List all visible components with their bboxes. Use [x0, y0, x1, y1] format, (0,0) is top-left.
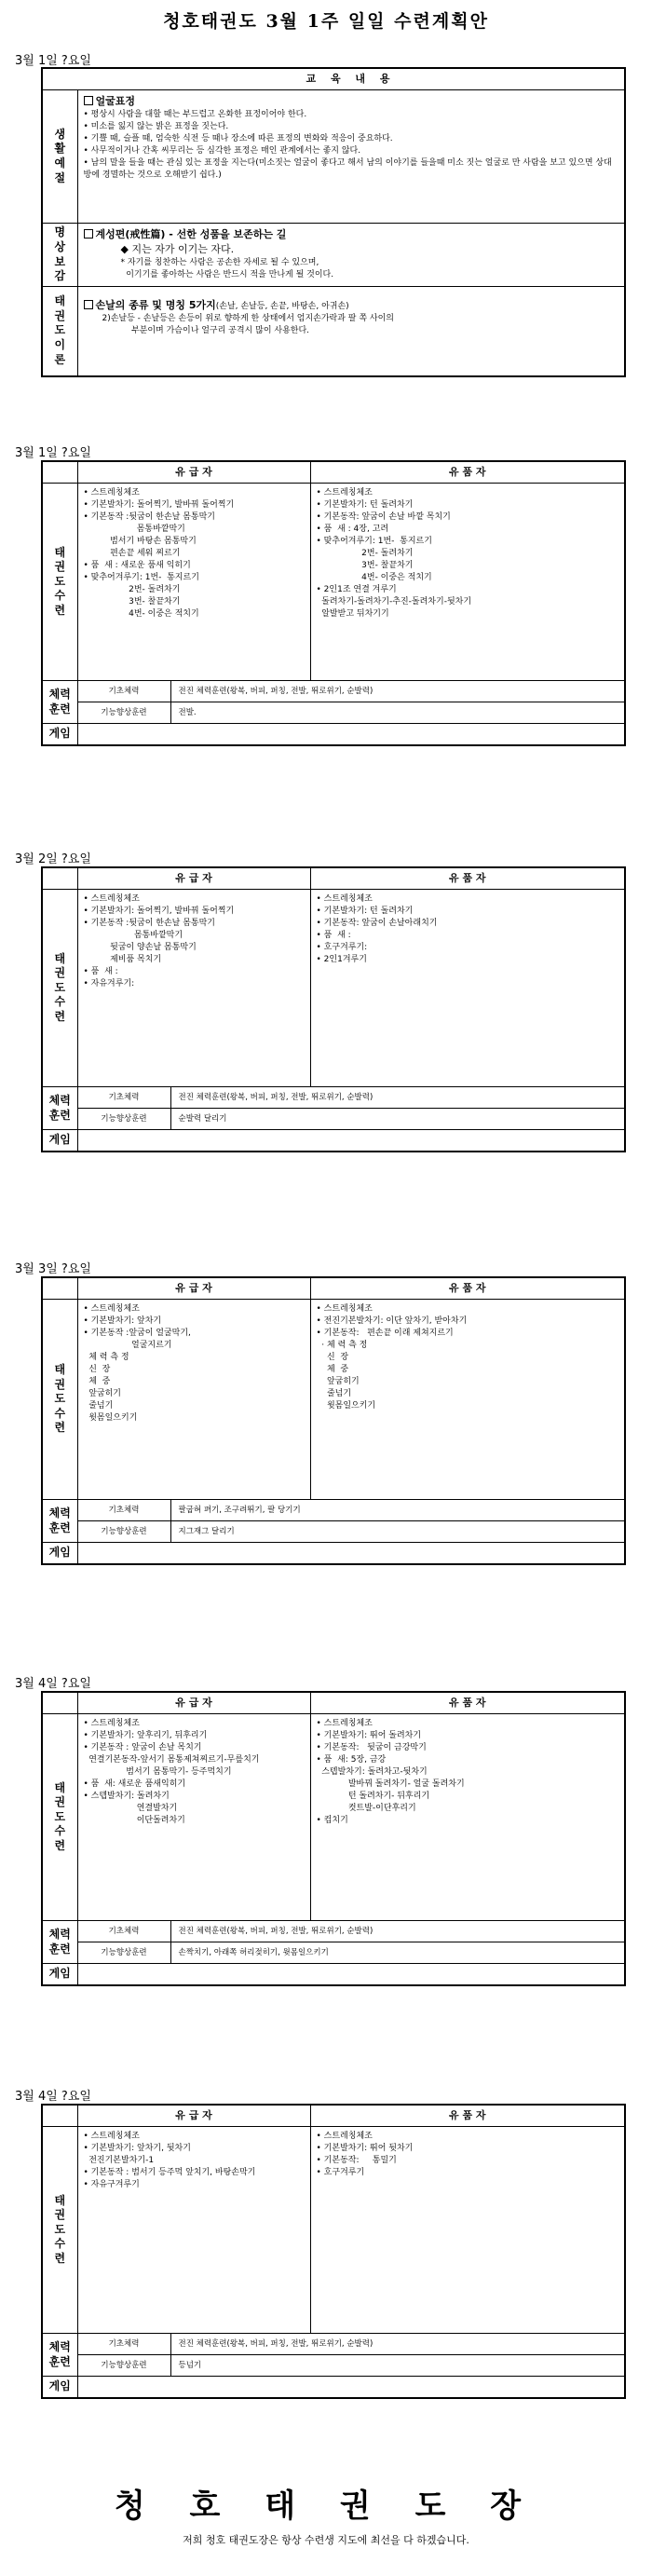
training-label: 태 권 도 수 련	[42, 890, 77, 1087]
footer-academy-name: 청 호 태 권 도 장	[114, 2487, 538, 2525]
senior-column-header: 유 품 자	[310, 2105, 625, 2127]
junior-column-header: 유 급 자	[77, 867, 310, 890]
game-label: 게임	[42, 1964, 77, 1986]
game-label: 게임	[42, 724, 77, 746]
senior-training-content: • 스트레칭체조 • 기본발차기: 턴 돌려차기 • 기본동작: 앞굽이 손날아래치기 • 품 새 : • 호구겨루기: • 2인1겨루기	[310, 890, 625, 1087]
meditation-label: 명 상 보 감	[42, 224, 77, 287]
junior-column-header: 유 급 자	[77, 1692, 310, 1714]
fitness-label: 체력 훈련	[42, 681, 77, 724]
skill-training-content: 지그재그 달리기	[170, 1521, 625, 1543]
skill-training-label: 기능향상훈련	[77, 1942, 170, 1964]
day-plan-table	[41, 1276, 626, 1565]
theory-label: 태 권 도 이 론	[42, 287, 77, 376]
training-label: 태 권 도 수 련	[42, 484, 77, 681]
game-label: 게임	[42, 1130, 77, 1152]
basic-fitness-label: 기초체력	[77, 1921, 170, 1942]
overview-header: 교 육 내 용	[77, 68, 625, 90]
day-label: 3월 4일 ?요일	[15, 1677, 91, 1691]
junior-training-content: • 스트레칭체조 • 기본발차기: 돌어찍기, 발바꿔 돌어찍기 • 기본동작 :뒷굽이 한손날 몸통막기 몸통바깥막기 범서기 바탕손 몸통막기 편손끝 세워 찌르기 • 품 새 : 새로운 품새 익히기 • 맞추어겨루기: 1번- 통지르기 2번- 돌려차기 3번- 찰끝차기 4번- 이중은 적치기	[77, 484, 310, 681]
life-etiquette-label: 생 활 예 절	[42, 90, 77, 224]
senior-column-header: 유 품 자	[310, 1277, 625, 1300]
training-label: 태 권 도 수 련	[42, 1300, 77, 1500]
junior-training-content: • 스트레칭체조 • 기본발차기: 앞차기, 뒷차기 전진기본발차기-1 • 기본동작 : 범서기 등주먹 앞치기, 바탕손막기 • 자유구겨루기	[77, 2127, 310, 2334]
senior-training-content: • 스트레칭체조 • 기본발차기: 뛰어 돌려차기 • 기본동작: 뒷굽이 금강막기 • 품 새: 5장, 금강 스텝발차기: 돌려차고-뒷차기 발바꿔 돌려차기- 얼굴 돌려차기 턴 돌려차기- 뒤후리기 컷트발-이단후리기 • 컵치기	[310, 1714, 625, 1921]
skill-training-label: 기능향상훈련	[77, 1109, 170, 1130]
day-label: 3월 4일 ?요일	[15, 2090, 91, 2104]
junior-training-content: • 스트레칭체조 • 기본발차기: 돌어찍기, 발바꿔 돌어찍기 • 기본동작 :뒷굽이 한손날 몸통막기 몸통바깥막기 뒷굽이 양손날 몸통막기 제비품 목치기 • 품 새 : • 자유겨루기:	[77, 890, 310, 1087]
game-content	[77, 2377, 625, 2399]
fitness-label: 체력 훈련	[42, 1087, 77, 1130]
game-content	[77, 1130, 625, 1152]
basic-fitness-content: 전진 체력훈련(왕복, 버피, 퍼칭, 전발, 뛰로위기, 순발력)	[170, 1087, 625, 1109]
training-label: 태 권 도 수 련	[42, 1714, 77, 1921]
skill-training-content: 손짝치기, 아래쪽 허리젖히기, 윗몸일으키기	[170, 1942, 625, 1964]
checkbox-icon	[84, 229, 93, 239]
game-content	[77, 1964, 625, 1986]
senior-column-header: 유 품 자	[310, 461, 625, 484]
skill-training-content: 순발력 달리기	[170, 1109, 625, 1130]
training-label: 태 권 도 수 련	[42, 2127, 77, 2334]
diamond-bullet-icon: ◆	[120, 242, 129, 255]
basic-fitness-content: 전진 체력훈련(왕복, 버피, 퍼칭, 전발, 뛰로위기, 순발력)	[170, 681, 625, 702]
overview-table	[41, 67, 626, 377]
checkbox-icon	[84, 300, 93, 309]
skill-training-label: 기능향상훈련	[77, 1521, 170, 1543]
day-label: 3월 2일 ?요일	[15, 852, 91, 866]
junior-column-header: 유 급 자	[77, 2105, 310, 2127]
fitness-label: 체력 훈련	[42, 2334, 77, 2377]
meditation-content: 계성편(戒性篇) - 선한 성품을 보존하는 길 ◆ 지는 자가 이기는 자다. * 자기를 칭찬하는 사람은 공손한 자세로 될 수 있으며, 이기기를 좋아하는 사람은 반드시 적을 만나게 될 것이다.	[77, 224, 625, 287]
skill-training-content: 전발.	[170, 702, 625, 724]
game-content	[77, 724, 625, 746]
basic-fitness-content: 전진 체력훈련(왕복, 버피, 퍼칭, 전발, 뛰로위기, 순발력)	[170, 1921, 625, 1942]
junior-training-content: • 스트레칭체조 • 기본발차기: 앞후리기, 뒤후리기 • 기본동작 : 앞굽이 손날 목치기 연결기본동작-앞서기 몸통제쳐찌르기-무릎치기 범서기 몸통막기- 등주먹치기 • 품 새: 새로운 품새익히기 • 스텝발차기: 돌려차기 연결발차기 이단돌려차기	[77, 1714, 310, 1921]
theory-content: 손날의 종류 및 명칭 5가지(손날, 손날등, 손끝, 바탕손, 아귀손) 2)손날등 - 손날등은 손등이 위로 향하게 한 상태에서 엄지손가락과 팔 쪽 사이의 부분이며 가슴이나 얼구리 공격시 많이 사용한다.	[77, 287, 625, 376]
basic-fitness-label: 기초체력	[77, 2334, 170, 2355]
basic-fitness-label: 기초체력	[77, 1500, 170, 1521]
senior-column-header: 유 품 자	[310, 1692, 625, 1714]
day-label: 3월 3일 ?요일	[15, 1262, 91, 1276]
day-plan-table	[41, 866, 626, 1152]
basic-fitness-content: 팔굽혀 펴기, 조구려뛰기, 팔 당기기	[170, 1500, 625, 1521]
day-label: 3월 1일 ?요일	[15, 54, 91, 68]
basic-fitness-label: 기초체력	[77, 681, 170, 702]
day-plan-table	[41, 1691, 626, 1986]
skill-training-label: 기능향상훈련	[77, 702, 170, 724]
senior-training-content: • 스트레칭체조 • 기본발차기: 뛰어 뒷차기 • 기본동작: 통밀기 • 호구겨루기	[310, 2127, 625, 2334]
game-label: 게임	[42, 1543, 77, 1565]
footer-note: 저희 청호 태권도장은 항상 수련생 지도에 최선을 다 하겠습니다.	[183, 2534, 469, 2546]
game-label: 게임	[42, 2377, 77, 2399]
fitness-label: 체력 훈련	[42, 1921, 77, 1964]
skill-training-label: 기능향상훈련	[77, 2355, 170, 2377]
basic-fitness-content: 전진 체력훈련(왕복, 버피, 퍼칭, 전발, 뛰로위기, 순발력)	[170, 2334, 625, 2355]
basic-fitness-label: 기초체력	[77, 1087, 170, 1109]
senior-column-header: 유 품 자	[310, 867, 625, 890]
skill-training-content: 등넘기	[170, 2355, 625, 2377]
junior-column-header: 유 급 자	[77, 1277, 310, 1300]
game-content	[77, 1543, 625, 1565]
senior-training-content: • 스트레칭체조 • 기본발차기: 턴 돌려차기 • 기본동작: 앞굽이 손날 바깥 목치기 • 품 새 : 4장, 고려 • 맞추어겨루기: 1번- 통지르기 2번- 돌려차기 3번- 찰끝차기 4번- 이중은 적치기 • 2인1조 연결 겨루기 돌려차기-돌려차기-추진-돌려차기-뒷차기 알발받고 뒤차기기	[310, 484, 625, 681]
fitness-label: 체력 훈련	[42, 1500, 77, 1543]
life-etiquette-content: 얼굴표정 • 평상시 사람을 대할 때는 부드럽고 온화한 표정이어야 한다. • 미소를 잃지 않는 밝은 표정을 짓는다. • 기쁠 때, 슬플 때, 엄숙한 식전 등 때나 장소에 따른 표정의 변화와 적응이 중요하다. • 사무적이거나 간혹 씨무리는 등 심각한 표정은 매인 관계에서는 좋지 않다. • 남의 말을 들을 때는 관심 있는 표정을 지는다(미소짓는 얼굴이 좋다고 해서 남의 이야기를 들을때 미소 짓는 얼굴로 만 사람을 보고 있으면 상대방에 경멸하는 것으로 오해받기 쉽다.)	[77, 90, 625, 224]
day-plan-table	[41, 2104, 626, 2399]
senior-training-content: • 스트레칭체조 • 전진기본발차기: 이단 앞차기, 받아차기 • 기본동작: 편손끝 이래 제쳐지르기 · 체 력 측 정 신 장 체 중 앞굽히기 줄넘기 윗몸일으키기	[310, 1300, 625, 1500]
day-label: 3월 1일 ?요일	[15, 446, 91, 460]
day-plan-table	[41, 460, 626, 746]
junior-training-content: • 스트레칭체조 • 기본발차기: 앞차기 • 기본동작 :앞굽이 얼굴막기, 얼굴지르기 체 력 측 정 신 장 체 중 앞굽히기 줄넘기 윗몸일으키기	[77, 1300, 310, 1500]
page-title: 청호태권도 3월 1주 일일 수련계획안	[163, 11, 489, 32]
checkbox-icon	[84, 96, 93, 105]
junior-column-header: 유 급 자	[77, 461, 310, 484]
